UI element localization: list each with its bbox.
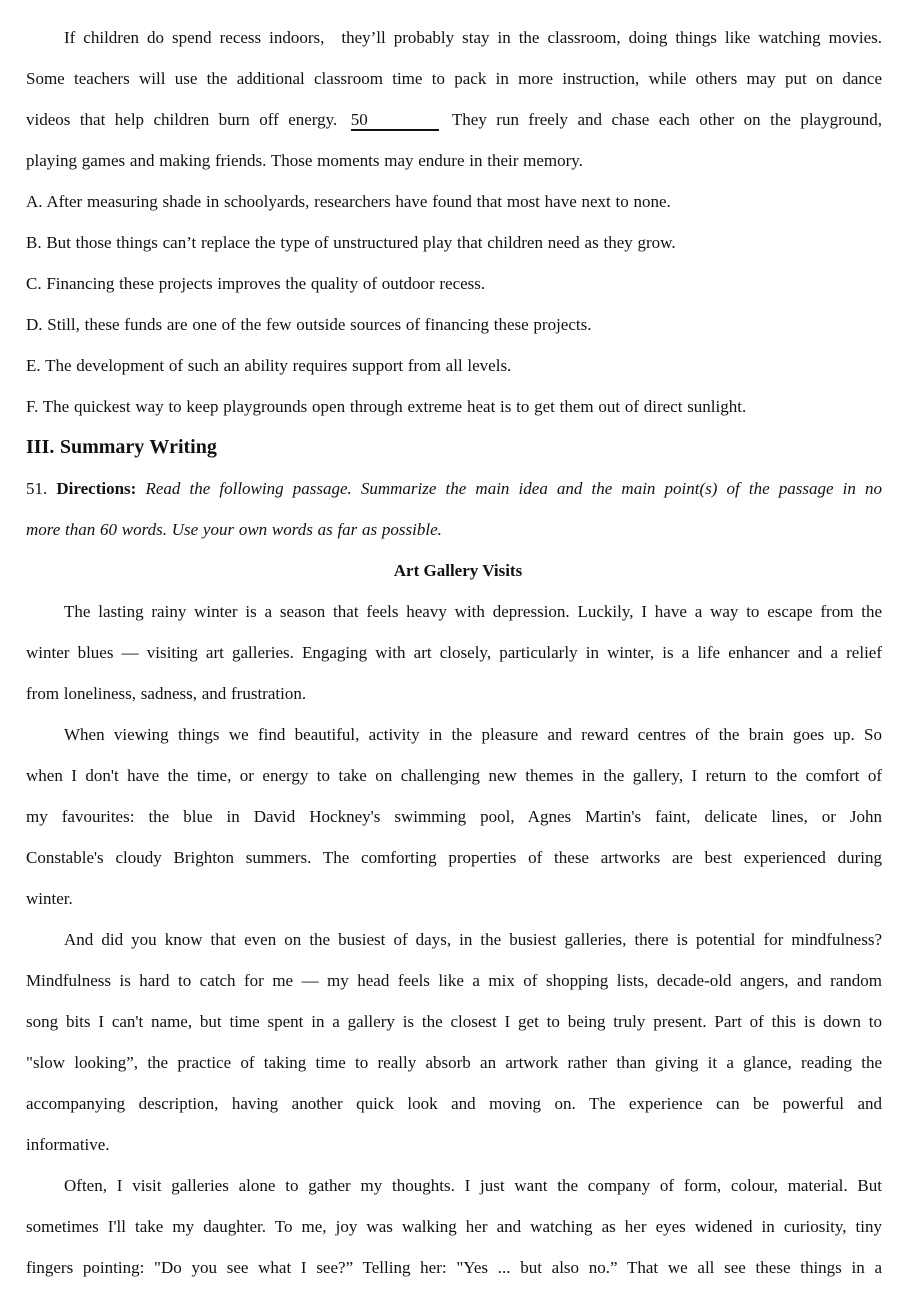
option-a: A. After measuring shade in schoolyards, researchers have found that most have next to none. [26, 192, 671, 211]
option-c: C. Financing these projects improves the quality of outdoor recess. [26, 274, 486, 293]
article-line: Mindfulness is hard to catch for me — my head feels like a mix of shopping lists, decade-old angers, and random [26, 971, 882, 990]
article-line: winter blues — visiting art galleries. Engaging with art closely, particularly in winter, is a life enhancer and a relief [26, 643, 882, 662]
article-line: Often, I visit galleries alone to gather my thoughts. I just want the company of form, colour, material. But [64, 1176, 882, 1195]
article-line: song bits I can't name, but time spent in a gallery is the closest I get to being truly present. Part of this is down to [26, 1012, 882, 1031]
article-line: "slow looking”, the practice of taking time to really absorb an artwork rather than giving it a glance, reading the [26, 1053, 882, 1072]
article-line: my favourites: the blue in David Hockney's swimming pool, Agnes Martin's faint, delicate lines, or John [26, 807, 882, 826]
directions-line [26, 478, 882, 500]
article-line: The lasting rainy winter is a season that feels heavy with depression. Luckily, I have a way to escape from the [64, 602, 882, 621]
directions-label: Directions: [56, 479, 137, 498]
option-f: F. The quickest way to keep playgrounds open through extreme heat is to get them out of direct sunlight. [26, 397, 747, 416]
directions-line: more than 60 words. Use your own words as far as possible. [26, 520, 442, 539]
passage-line: playing games and making friends. Those moments may endure in their memory. [26, 151, 583, 170]
article-line: informative. [26, 1135, 110, 1154]
passage-text: videos that help children burn off energy. [26, 110, 338, 129]
article-line: accompanying description, having another quick look and moving on. The experience can be powerful and [26, 1094, 882, 1113]
answer-blank-50[interactable]: 50 [351, 111, 439, 131]
article-line: sometimes I'll take my daughter. To me, joy was walking her and watching as her eyes widened in curiosity, tiny [26, 1217, 882, 1236]
article-line: When viewing things we find beautiful, activity in the pleasure and reward centres of the brain goes up. So [64, 725, 882, 744]
article-line: winter. [26, 889, 73, 908]
article-line: when I don't have the time, or energy to take on challenging new themes in the gallery, I return to the comfort of [26, 766, 882, 785]
passage-line: Some teachers will use the additional classroom time to pack in more instruction, while others may put on dance [26, 69, 882, 88]
option-e: E. The development of such an ability requires support from all levels. [26, 356, 512, 375]
article-line: And did you know that even on the busiest of days, in the busiest galleries, there is potential for mindfulness? [64, 930, 882, 949]
directions-text: Read the following passage. Summarize the main idea and the main point(s) of the passage in no [145, 479, 883, 498]
option-d: D. Still, these funds are one of the few outside sources of financing these projects. [26, 315, 592, 334]
option-b: B. But those things can’t replace the type of unstructured play that children need as they grow. [26, 233, 676, 252]
article-line: fingers pointing: "Do you see what I see?” Telling her: "Yes ... but also no.” That we all see these things in a [26, 1258, 882, 1277]
section-heading: III. Summary Writing [26, 436, 217, 458]
passage-line: If children do spend recess indoors, they’ll probably stay in the classroom, doing things like watching movies. [64, 28, 882, 47]
passage-line-with-blank [26, 109, 882, 131]
article-line: from loneliness, sadness, and frustration. [26, 684, 307, 703]
passage-text: They run freely and chase each other on the playground, [451, 110, 882, 129]
article-line: Constable's cloudy Brighton summers. The comforting properties of these artworks are best experienced during [26, 848, 882, 867]
question-number: 51. [26, 479, 48, 498]
article-title: Art Gallery Visits [393, 561, 523, 580]
